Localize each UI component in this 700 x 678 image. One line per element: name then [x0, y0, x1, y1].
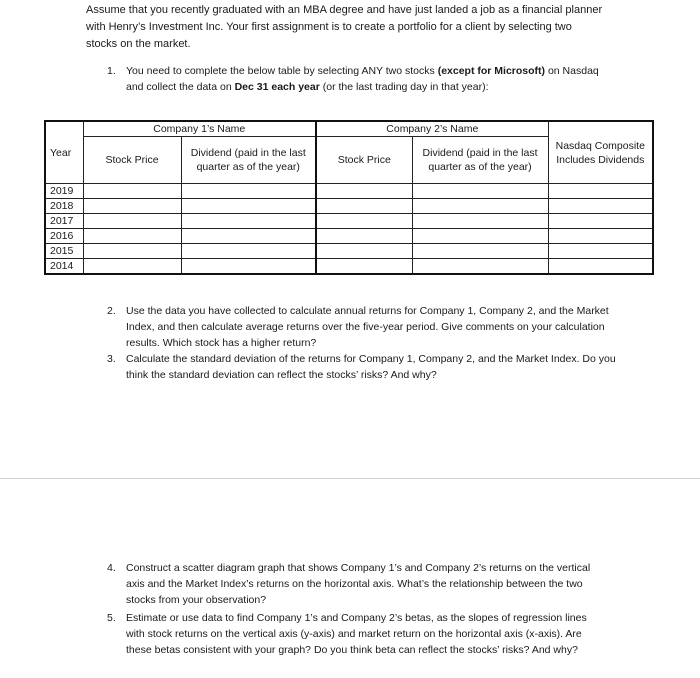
input-cell[interactable]: [316, 229, 412, 244]
input-cell[interactable]: [83, 214, 181, 229]
question-1-bold-exclusion: (except for Microsoft): [437, 65, 546, 77]
input-cell[interactable]: [83, 199, 181, 214]
header-company-2-name: Company 2’s Name: [316, 121, 548, 137]
question-1-text-part: You need to complete the below table by selecting ANY two stocks: [126, 65, 438, 77]
input-cell[interactable]: [181, 244, 316, 259]
input-cell[interactable]: [548, 184, 653, 199]
input-cell[interactable]: [316, 244, 412, 259]
input-cell[interactable]: [412, 229, 548, 244]
input-cell[interactable]: [548, 229, 653, 244]
question-3-text: Calculate the standard deviation of the returns for Company 1, Company 2, and the Market Index. Do you think the standard deviation can reflect the stocks’ risks? And why?: [126, 353, 616, 381]
input-cell[interactable]: [316, 199, 412, 214]
year-cell: 2014: [45, 259, 83, 275]
year-cell: 2018: [45, 199, 83, 214]
header-company-2-stock-price: Stock Price: [316, 137, 412, 184]
question-1-bold-date: Dec 31 each year: [234, 81, 320, 93]
question-1-number: 1.: [107, 65, 116, 77]
question-2-text: Use the data you have collected to calculate annual returns for Company 1, Company 2, and the Market Index, and then calculate average returns over the five-year period. Give comments on your calculation results. Which stock has a higher return?: [126, 305, 609, 349]
question-5-text: Estimate or use data to find Company 1’s and Company 2’s betas, as the slopes of regression lines with stock returns on the vertical axis (y-axis) and market return on the horizontal axis (x-axis). Are these betas consistent with your graph? Do you think beta can reflect the stocks’ risks? And why?: [126, 612, 587, 656]
input-cell[interactable]: [181, 259, 316, 275]
input-cell[interactable]: [412, 199, 548, 214]
header-company-1-name: Company 1’s Name: [83, 121, 316, 137]
input-cell[interactable]: [181, 184, 316, 199]
header-company-1-dividend: Dividend (paid in the last quarter as of the year): [181, 137, 316, 184]
year-cell: 2016: [45, 229, 83, 244]
header-company-2-dividend: Dividend (paid in the last quarter as of the year): [412, 137, 548, 184]
input-cell[interactable]: [412, 184, 548, 199]
question-1-text-part: (or the last trading day in that year):: [319, 81, 489, 93]
header-year: Year: [45, 121, 83, 184]
question-5-number: 5.: [107, 612, 116, 624]
input-cell[interactable]: [412, 244, 548, 259]
question-4-number: 4.: [107, 562, 116, 574]
input-cell[interactable]: [83, 259, 181, 275]
input-cell[interactable]: [412, 214, 548, 229]
input-cell[interactable]: [548, 259, 653, 275]
question-4-text: Construct a scatter diagram graph that shows Company 1’s and Company 2’s returns on the vertical axis and the Market Index’s returns on the horizontal axis. What’s the relationship between the two stocks from your observation?: [126, 562, 591, 606]
input-cell[interactable]: [316, 184, 412, 199]
question-1-text: [126, 63, 607, 95]
input-cell[interactable]: [548, 199, 653, 214]
year-cell: 2019: [45, 184, 83, 199]
input-cell[interactable]: [316, 259, 412, 275]
input-cell[interactable]: [181, 229, 316, 244]
input-cell[interactable]: [316, 214, 412, 229]
question-3-number: 3.: [107, 353, 116, 365]
input-cell[interactable]: [83, 244, 181, 259]
question-1-text-part: on Nasdaq and collect the data on: [126, 65, 599, 93]
input-cell[interactable]: [412, 259, 548, 275]
input-cell[interactable]: [181, 199, 316, 214]
header-nasdaq-composite: Nasdaq Composite Includes Dividends: [548, 121, 653, 184]
intro-paragraph: Assume that you recently graduated with an MBA degree and have just landed a job as a financial planner with Henry’s Investment Inc. Your first assignment is to create a portfolio for a client by selecting two stocks on the market.: [86, 4, 603, 50]
year-cell: 2017: [45, 214, 83, 229]
input-cell[interactable]: [83, 184, 181, 199]
input-cell[interactable]: [83, 229, 181, 244]
question-2-number: 2.: [107, 305, 116, 317]
input-cell[interactable]: [548, 214, 653, 229]
page-divider: [0, 478, 700, 479]
input-cell[interactable]: [548, 244, 653, 259]
year-cell: 2015: [45, 244, 83, 259]
input-cell[interactable]: [181, 214, 316, 229]
header-company-1-stock-price: Stock Price: [83, 137, 181, 184]
stock-data-table: [44, 120, 654, 275]
